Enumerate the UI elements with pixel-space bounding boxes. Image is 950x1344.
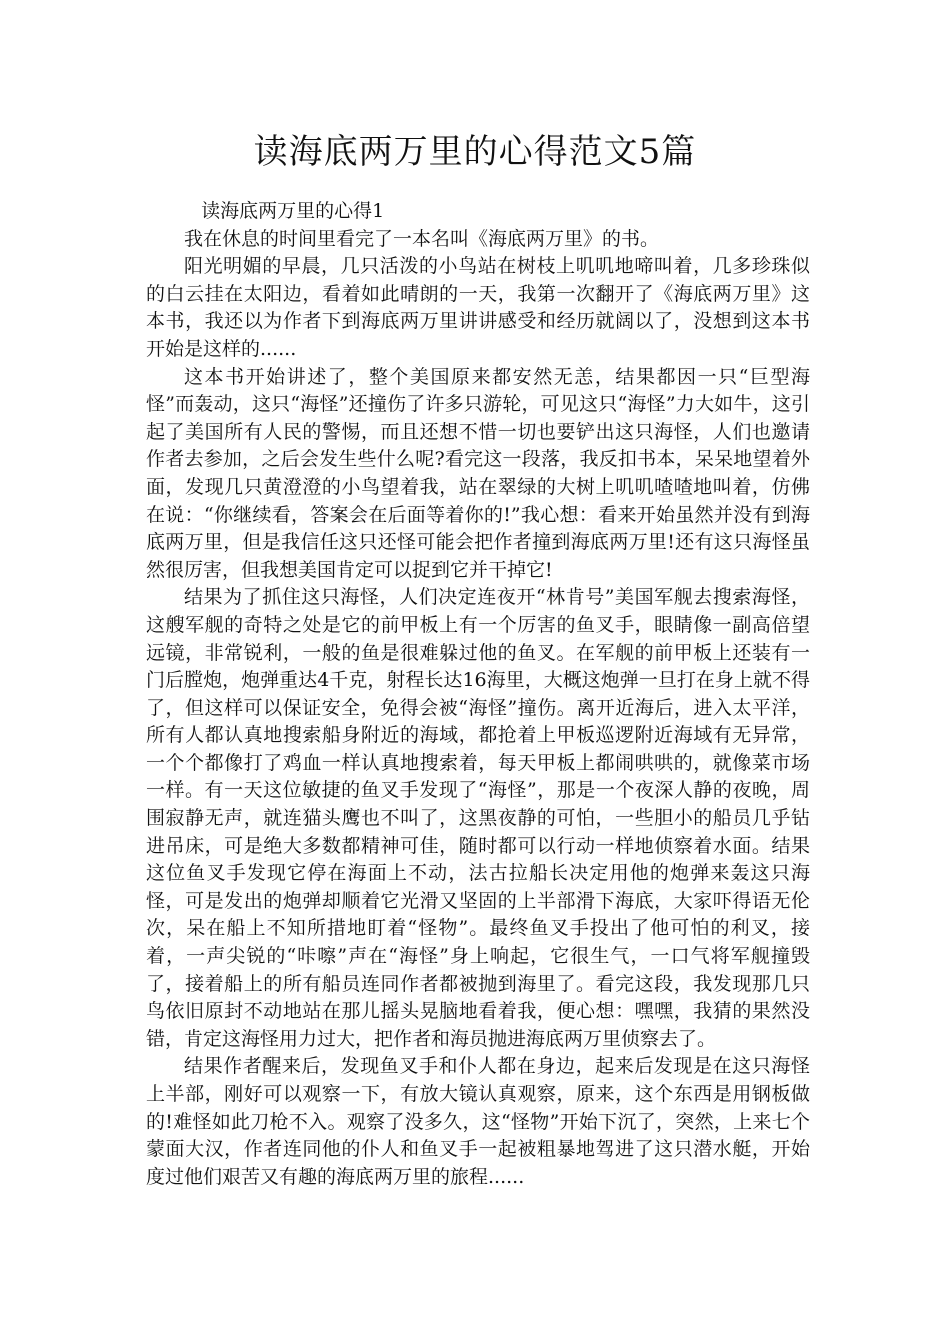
- paragraph: 结果作者醒来后，发现鱼叉手和仆人都在身边，起来后发现是在这只海怪上半部，刚好可以观察一下，有放大镜认真观察，原来，这个东西是用钢板做的!难怪如此刀枪不入。观察了没多久，这“怪物”开始下沉了，突然，上来七个蒙面大汉，作者连同他的仆人和鱼叉手一起被粗暴地驾进了这只潜水艇，开始度过他们艰苦又有趣的海底两万里的旅程......: [146, 1055, 810, 1188]
- paragraph: 我在休息的时间里看完了一本名叫《海底两万里》的书。: [184, 227, 660, 250]
- paragraph: 结果为了抓住这只海怪，人们决定连夜开“林肯号”美国军舰去搜索海怪，这艘军舰的奇特之处是它的前甲板上有一个厉害的鱼叉手，眼睛像一副高倍望远镜，非常锐利，一般的鱼是很难躲过他的鱼叉。在军舰的前甲板上还装有一门后膛炮，炮弹重达4千克，射程长达16海里，大概这炮弹一旦打在身上就不得了，但这样可以保证安全，免得会被“海怪”撞伤。离开近海后，进入太平洋，所有人都认真地搜索船身附近的海域，都抢着上甲板巡逻附近海域有无异常，一个个都像打了鸡血一样认真地搜索着，每天甲板上都闹哄哄的，就像菜市场一样。有一天这位敏捷的鱼叉手发现了“海怪”，那是一个夜深人静的夜晚，周围寂静无声，就连猫头鹰也不叫了，这黑夜静的可怕，一些胆小的船员几乎钻进吊床，可是绝大多数都精神可佳，随时都可以行动一样地侦察着水面。结果这位鱼叉手发现它停在海面上不动，法古拉船长决定用他的炮弹来轰这只海怪，可是发出的炮弹却顺着它光滑又坚固的上半部滑下海底，大家吓得语无伦次，呆在船上不知所措地盯着“怪物”。最终鱼叉手投出了他可怕的利叉，接着，一声尖锐的“咔嚓”声在“海怪”身上响起，它很生气，一口气将军舰撞毁了，接着船上的所有船员连同作者都被抛到海里了。看完这段，我发现那几只鸟依旧原封不动地站在那儿摇头晃脑地看着我，便心想：嘿嘿，我猜的果然没错，肯定这海怪用力过大，把作者和海员抛进海底两万里侦察去了。: [146, 586, 810, 1050]
- document-body: [146, 198, 810, 1191]
- section-heading: 读海底两万里的心得1: [201, 200, 385, 222]
- paragraph: 阳光明媚的早晨，几只活泼的小鸟站在树枝上叽叽地啼叫着，几多珍珠似的白云挂在太阳边，看着如此晴朗的一天，我第一次翻开了《海底两万里》这本书，我还以为作者下到海底两万里讲讲感受和经历就阔以了，没想到这本书开始是这样的......: [146, 255, 810, 360]
- paragraph: 这本书开始讲述了，整个美国原来都安然无恙，结果都因一只“巨型海怪”而轰动，这只“海怪”还撞伤了许多只游轮，可见这只“海怪”力大如牛，这引起了美国所有人民的警惕，而且还想不惜一切也要铲出这只海怪，人们也邀请作者去参加，之后会发生些什么呢?看完这一段落，我反扣书本，呆呆地望着外面，发现几只黄澄澄的小鸟望着我，站在翠绿的大树上叽叽喳喳地叫着，仿佛在说：“你继续看，答案会在后面等着你的!”我心想：看来开始虽然并没有到海底两万里，但是我信任这只还怪可能会把作者撞到海底两万里!还有这只海怪虽然很厉害，但我想美国肯定可以捉到它并干掉它!: [146, 365, 810, 581]
- document-title: 读海底两万里的心得范文5篇: [253, 132, 697, 172]
